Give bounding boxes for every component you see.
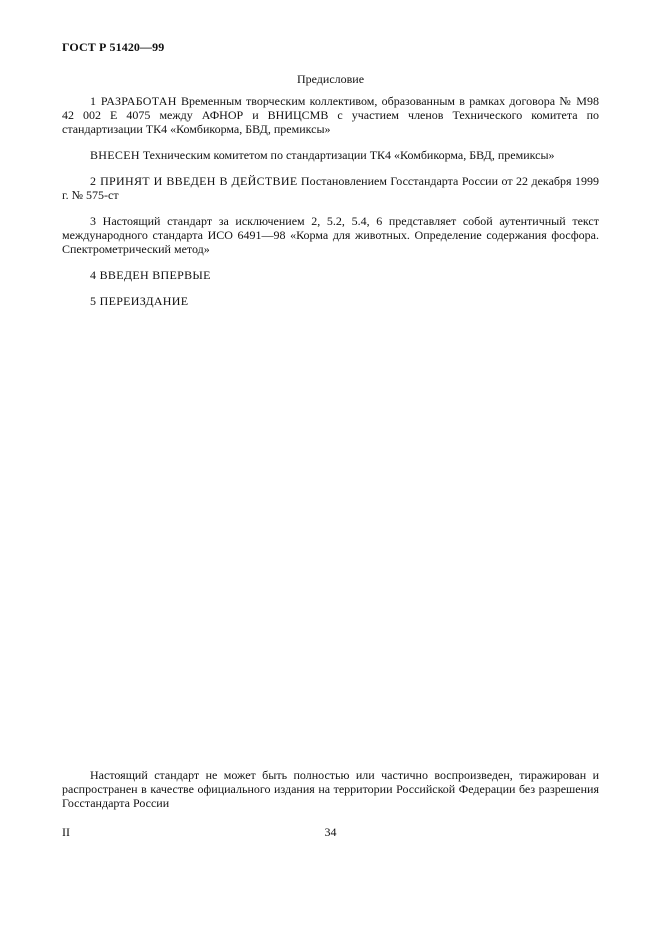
preface-item-lead: 4 ВВЕДЕН ВПЕРВЫЕ <box>90 268 211 282</box>
document-code-header: ГОСТ Р 51420—99 <box>62 40 165 54</box>
preface-item-introduced <box>62 148 599 162</box>
preface-item-lead: ВНЕСЕН <box>90 148 140 162</box>
preface-item-lead: 1 РАЗРАБОТАН <box>90 94 177 108</box>
reproduction-notice: Настоящий стандарт не может быть полностью или частично воспроизведен, тиражирован и распространен в качестве официального издания на территории Российской Федерации без разрешения Госстандарта России <box>62 768 599 810</box>
preface-item-text: Временным творческим коллективом, образованным в рамках договора № М98 42 002 Е 4075 между АФНОР и ВНИЦСМВ с участием членов Технического комитета по стандартизации ТК4 «Комбикорма, БВД, премиксы» <box>62 94 599 136</box>
preface-item-text: Настоящий стандарт за исключением 2, 5.2, 5.4, 6 представляет собой аутентичный текст международного стандарта ИСО 6491—98 «Корма для животных. Определение содержания фосфора. Спектрометрический метод» <box>62 214 599 256</box>
preface-item-adopted <box>62 174 599 202</box>
preface-item-text: Постановлением Госстандарта России от 22 декабря 1999 г. № 575-ст <box>62 174 599 202</box>
preface-item-first-introduced <box>62 268 599 282</box>
page-number: 34 <box>324 825 337 839</box>
preface-item-developed <box>62 94 599 136</box>
preface-item-reissue <box>62 294 599 308</box>
preface-item-lead: 2 ПРИНЯТ И ВВЕДЕН В ДЕЙСТВИЕ <box>90 174 298 188</box>
preface-item-lead: 5 ПЕРЕИЗДАНИЕ <box>90 294 189 308</box>
preface-item-iso-equivalence <box>62 214 599 256</box>
preface-content <box>62 94 599 320</box>
preface-item-lead: 3 <box>90 214 96 228</box>
roman-page-number: II <box>62 825 70 839</box>
preface-item-text: Техническим комитетом по стандартизации ТК4 «Комбикорма, БВД, премиксы» <box>139 148 555 162</box>
preface-title: Предисловие <box>296 72 365 86</box>
